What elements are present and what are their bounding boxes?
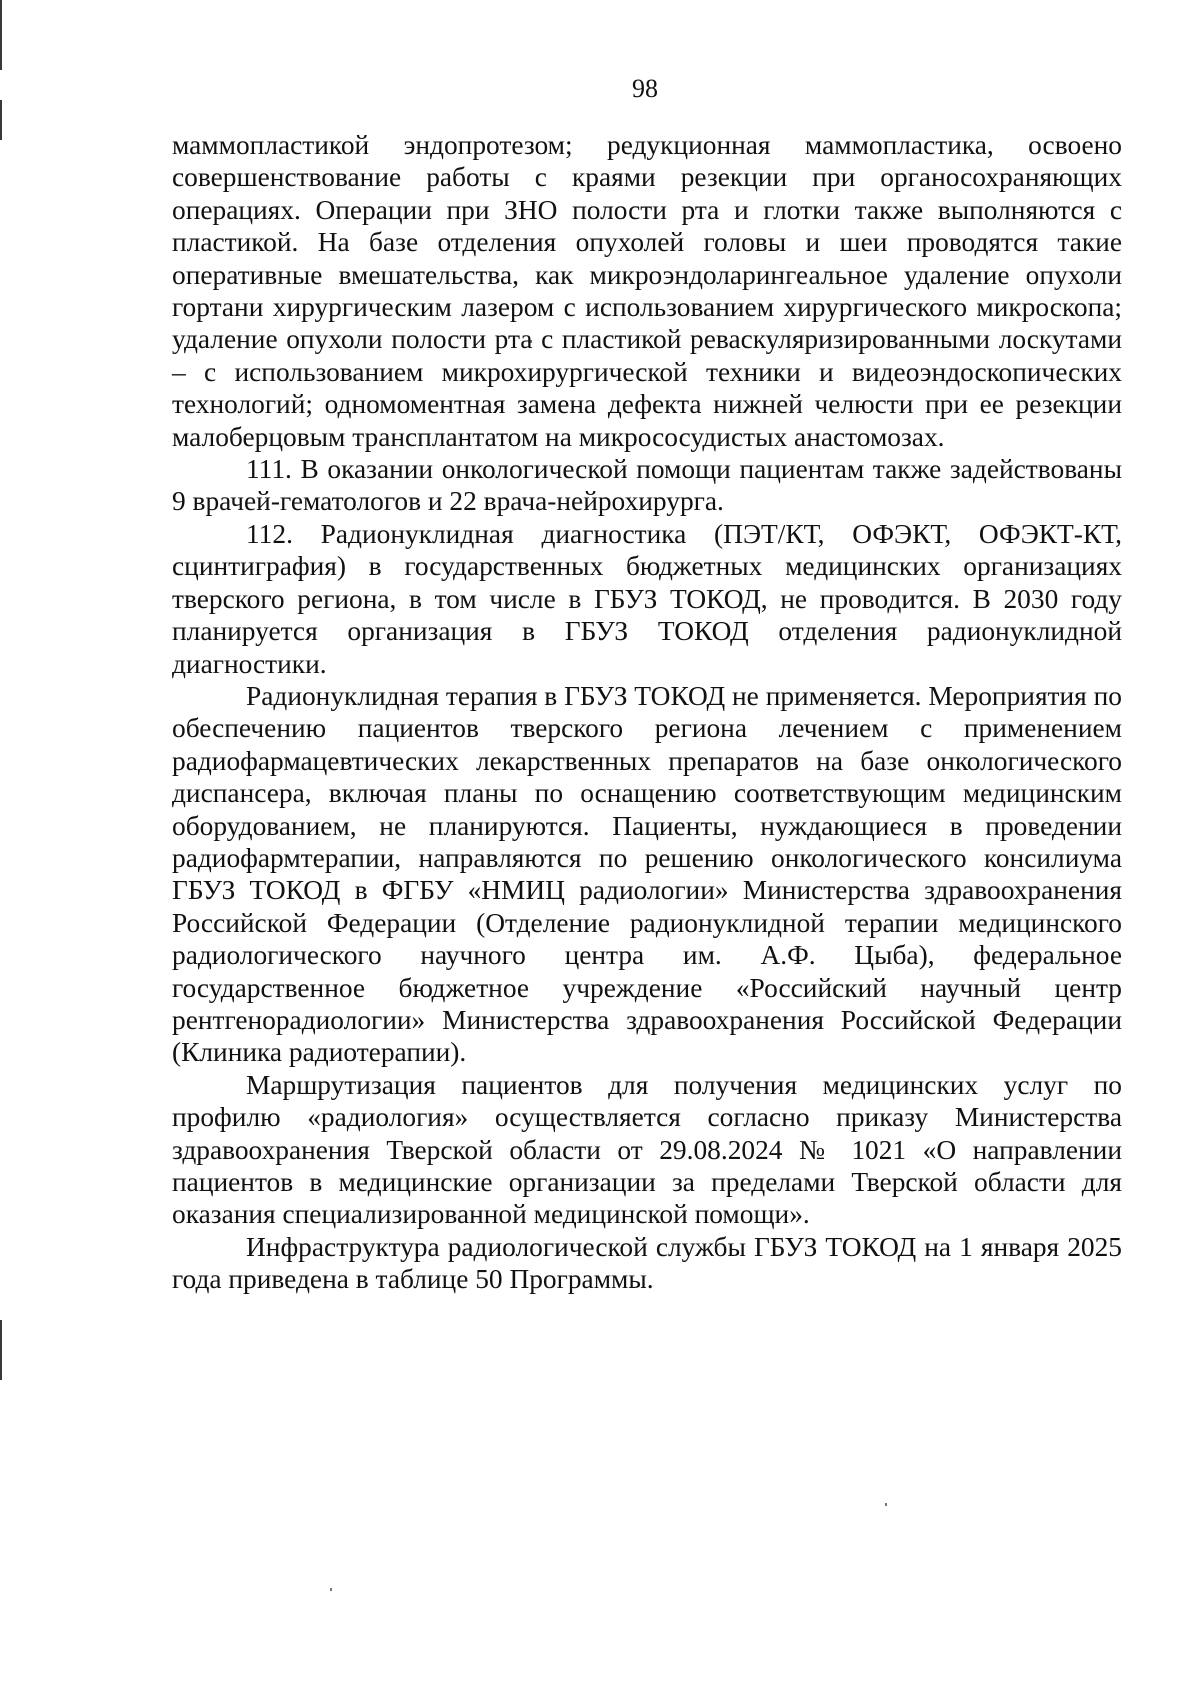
scan-edge-mark xyxy=(0,1320,2,1380)
scan-edge-mark xyxy=(0,0,2,70)
scan-speck xyxy=(330,1588,332,1591)
paragraph-continuation: маммопластикой эндопротезом; редукционная маммопластика, освоено совершенствование работы с краями резекции при органосохраняющих операциях. Операции при ЗНО полости рта и глотки также выполняются с пластикой. На базе отделения опухолей головы и шеи проводятся такие оперативные вмешательства, как микроэндоларингеальное удаление опухоли гортани хирургическим лазером с использованием хирургического микроскопа; удаление опухоли полости рта с пластикой реваскуляризированными лоскутами – с использованием микрохирургической техники и видеоэндоскопических технологий; одномоментная замена дефекта нижней челюсти при ее резекции малоберцовым трансплантатом на микрососудистых анастомозах. xyxy=(172,130,1122,452)
document-body xyxy=(172,129,1122,1296)
scan-speck xyxy=(885,1503,887,1506)
paragraph-routing: Маршрутизация пациентов для получения медицинских услуг по профилю «радиология» осуществляется согласно приказу Министерства здравоохранения Тверской области от 29.08.2024 № 1021 «О направлении пациентов в медицинские организации за пределами Тверской области для оказания специализированной медицинской помощи». xyxy=(172,1069,1122,1230)
paragraph-111: 111. В оказании онкологической помощи пациентам также задействованы 9 врачей-гематологов и 22 врача-нейрохирурга. xyxy=(172,454,1122,517)
scan-edge-mark xyxy=(0,100,2,140)
paragraph-radionuclide-therapy: Радионуклидная терапия в ГБУЗ ТОКОД не применяется. Мероприятия по обеспечению пациентов тверского региона лечением с применением радиофармацевтических лекарственных препаратов на базе онкологического диспансера, включая планы по оснащению соответствующим медицинским оборудованием, не планируются. Пациенты, нуждающиеся в проведении радиофармтерапии, направляются по решению онкологического консилиума ГБУЗ ТОКОД в ФГБУ «НМИЦ радиологии» Министерства здравоохранения Российской Федерации (Отделение радионуклидной терапии медицинского радиологического научного центра им. А.Ф. Цыба), федеральное государственное бюджетное учреждение «Российский научный центр рентгенорадиологии» Министерства здравоохранения Российской Федерации (Клиника радиотерапии). xyxy=(172,680,1122,1068)
paragraph-112: 112. Радионуклидная диагностика (ПЭТ/КТ, ОФЭКТ, ОФЭКТ-КТ, сцинтиграфия) в государственных бюджетных медицинских организациях тверского региона, в том числе в ГБУЗ ТОКОД, не проводится. В 2030 году планируется организация в ГБУЗ ТОКОД отделения радионуклидной диагностики. xyxy=(172,518,1122,679)
page-number: 98 xyxy=(632,74,658,103)
paragraph-infrastructure: Инфраструктура радиологической службы ГБУЗ ТОКОД на 1 января 2025 года приведена в таблице 50 Программы. xyxy=(172,1231,1122,1295)
